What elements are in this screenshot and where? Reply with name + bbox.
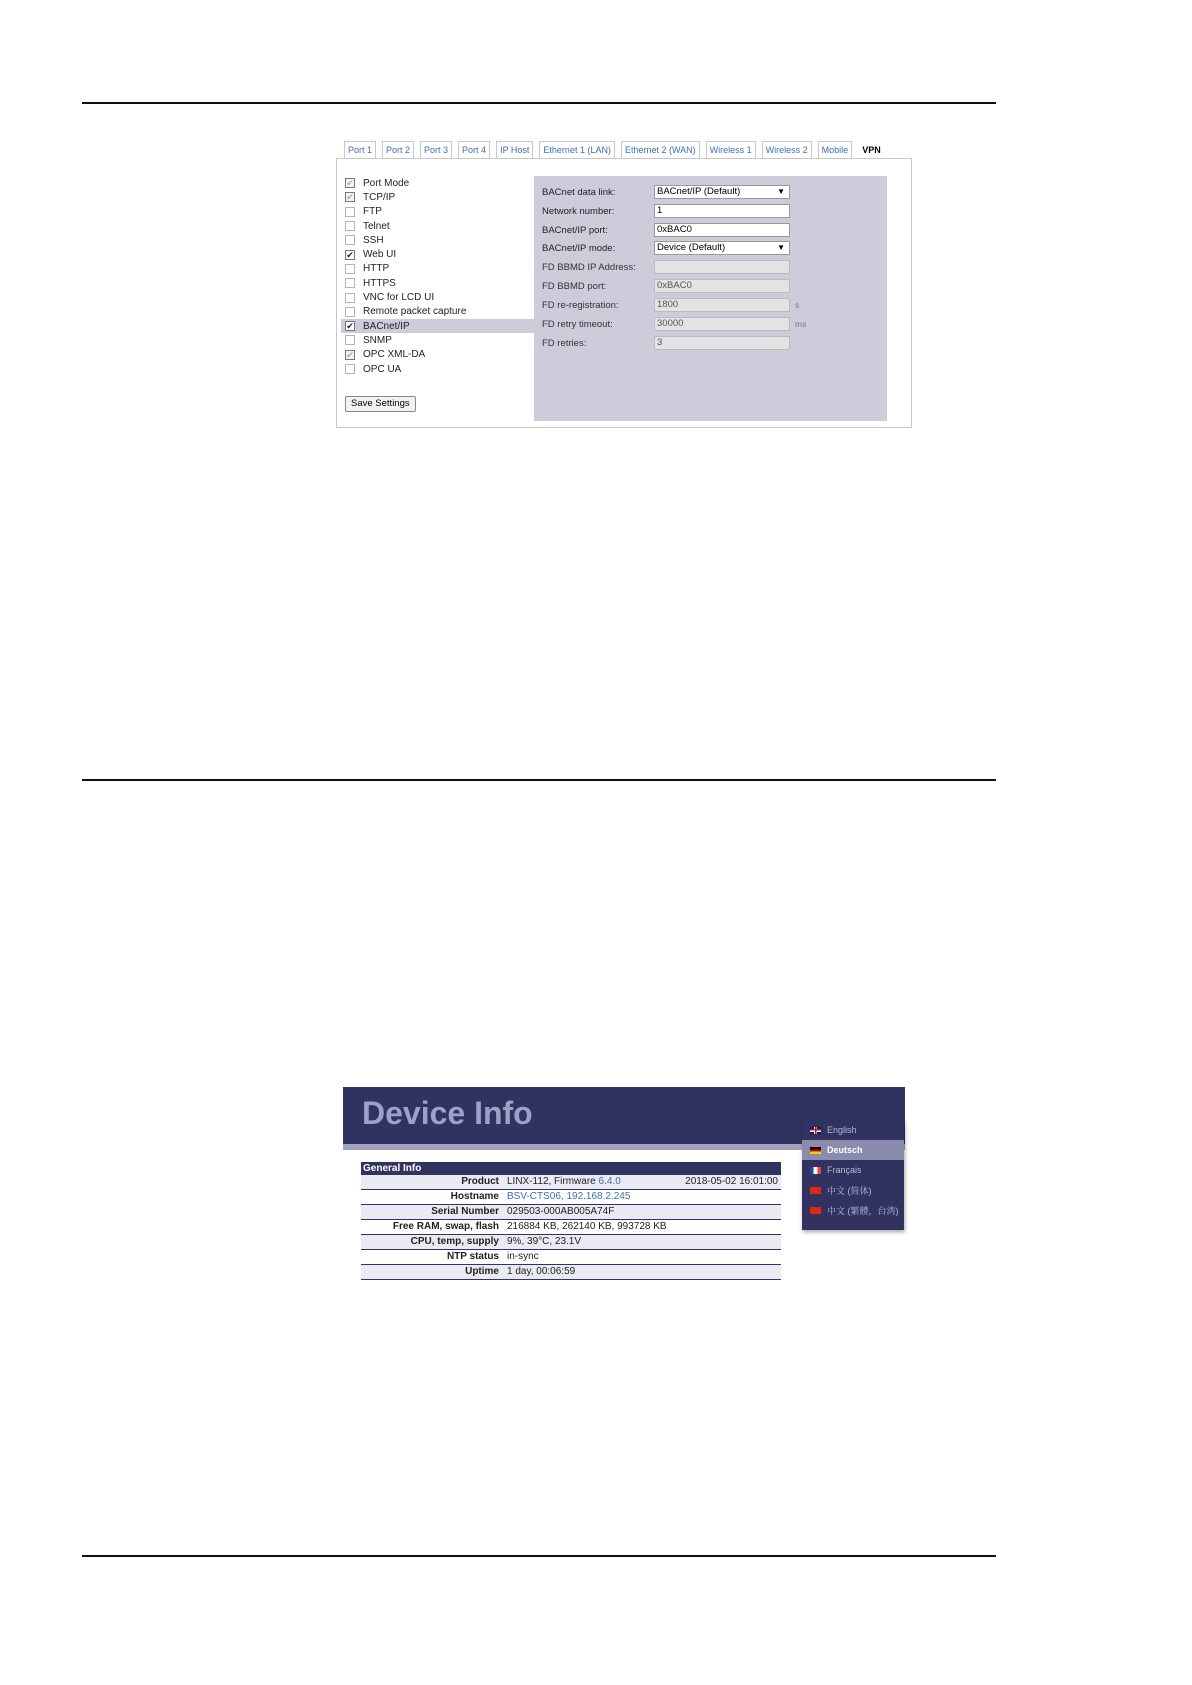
service-checkbox[interactable] [345,307,355,317]
tab-mobile[interactable]: Mobile [818,141,853,158]
fd-retries-input[interactable]: 3 [654,336,790,350]
tab-wireless-2[interactable]: Wireless 2 [762,141,812,158]
service-checkbox: ✔ [346,192,354,203]
table-row-serial [361,1205,781,1220]
uptime-label: Uptime [465,1266,499,1277]
service-item[interactable] [345,190,525,204]
service-item[interactable] [345,305,525,319]
service-label: Telnet [363,220,390,232]
bacnet-ip-mode-row [542,241,790,255]
language-label: Français [827,1165,862,1175]
tab-ethernet-2[interactable]: Ethernet 2 (WAN) [621,141,700,158]
page-rule-middle [82,779,996,781]
table-row-product [361,1175,781,1190]
general-info-table [361,1162,781,1280]
fd-reregistration-input[interactable]: 1800 [654,298,790,312]
fd-retry-timeout-input[interactable]: 30000 [654,317,790,331]
fd-bbmd-ip-input[interactable] [654,260,790,274]
fd-bbmd-port-row [542,279,790,293]
france-flag-icon [810,1167,821,1174]
fd-reregistration-row [542,298,799,312]
tab-bar [344,141,885,159]
fd-retry-timeout-unit: ms [795,319,807,329]
product-label: Product [461,1176,499,1187]
service-item[interactable] [345,176,525,190]
serial-number-label: Serial Number [431,1206,499,1217]
bacnet-data-link-value: BACnet/IP (Default) [657,186,741,197]
language-label: Deutsch [827,1145,863,1155]
ntp-status-value: in-sync [507,1251,539,1262]
memory-value: 216884 KB, 262140 KB, 993728 KB [507,1221,667,1232]
service-item[interactable] [345,333,525,347]
service-checkbox[interactable] [345,278,355,288]
bacnet-ip-mode-value: Device (Default) [657,242,726,253]
table-row-hostname [361,1190,781,1205]
fd-retries-row [542,336,790,350]
uptime-value: 1 day, 00:06:59 [507,1266,576,1277]
page-rule-bottom [82,1555,996,1557]
memory-label: Free RAM, swap, flash [392,1221,499,1232]
bacnet-data-link-row [542,185,790,199]
service-item[interactable] [345,205,525,219]
general-info-header: General Info [361,1162,781,1175]
service-item[interactable] [345,262,525,276]
fd-retry-timeout-label: FD retry timeout: [542,318,613,330]
table-row-uptime [361,1265,781,1280]
language-label: 中文 (繁體，台湾) [827,1205,899,1216]
tab-vpn[interactable]: VPN [858,141,885,158]
bacnet-config-panel [534,176,887,421]
fd-reregistration-label: FD re-registration: [542,299,619,311]
service-label: Web UI [363,249,397,261]
tab-port-1[interactable]: Port 1 [344,141,376,158]
service-label: Remote packet capture [363,306,467,318]
bacnet-data-link-label: BACnet data link: [542,186,616,198]
product-name: LINX-112, Firmware [507,1176,599,1187]
network-number-input[interactable]: 1 [654,204,790,218]
service-item[interactable] [345,348,525,362]
service-checkbox[interactable] [345,264,355,274]
language-option[interactable] [802,1200,904,1220]
service-checkbox[interactable]: ✔ [346,249,354,260]
bacnet-ip-mode-label: BACnet/IP mode: [542,242,616,254]
service-list [345,176,525,376]
save-settings-button[interactable]: Save Settings [345,396,416,412]
firmware-version-link[interactable]: 6.4.0 [598,1176,621,1187]
language-option[interactable] [802,1180,904,1200]
service-checkbox[interactable] [345,335,355,345]
network-number-row [542,204,790,218]
service-label: OPC UA [363,363,402,375]
language-option[interactable] [802,1140,904,1160]
service-checkbox: ✔ [346,178,354,189]
tab-port-2[interactable]: Port 2 [382,141,414,158]
china-flag-icon [810,1187,821,1194]
service-item[interactable] [345,290,525,304]
hostname-label: Hostname [450,1191,499,1202]
bacnet-ip-port-row [542,223,790,237]
service-label: HTTP [363,263,390,275]
tab-port-4[interactable]: Port 4 [458,141,490,158]
china-flag-icon [810,1207,821,1214]
tab-ethernet-1[interactable]: Ethernet 1 (LAN) [539,141,615,158]
fd-retries-label: FD retries: [542,337,587,349]
service-item[interactable] [345,233,525,247]
fd-retry-timeout-row [542,317,806,331]
dropdown-arrow-icon: ▼ [777,187,785,196]
germany-flag-icon [810,1147,821,1154]
language-label: English [827,1125,857,1135]
service-checkbox[interactable] [345,364,355,374]
network-number-label: Network number: [542,205,615,217]
page-title: Device Info [362,1095,533,1131]
page-rule-top [82,102,996,104]
language-label: 中文 (简体) [827,1185,872,1196]
service-label: OPC XML-DA [363,349,426,361]
language-menu [802,1120,904,1230]
service-checkbox: ✔ [346,349,354,360]
bacnet-ip-port-input[interactable]: 0xBAC0 [654,223,790,237]
service-label: VNC for LCD UI [363,292,435,304]
ntp-status-label: NTP status [446,1251,499,1262]
fd-bbmd-ip-label: FD BBMD IP Address: [542,261,636,273]
fd-bbmd-ip-row [542,260,790,274]
serial-number-value: 029503-000AB005A74F [507,1206,615,1217]
service-checkbox[interactable] [345,207,355,217]
table-row-cpu [361,1235,781,1250]
bacnet-ip-mode-select[interactable] [654,241,790,255]
settings-panel [336,141,912,427]
tab-wireless-1[interactable]: Wireless 1 [706,141,756,158]
service-item[interactable] [345,247,525,261]
service-item[interactable] [341,319,537,333]
service-label: TCP/IP [363,191,396,203]
service-item[interactable] [345,219,525,233]
dropdown-arrow-icon: ▼ [777,243,785,252]
fd-bbmd-port-label: FD BBMD port: [542,280,607,292]
bacnet-data-link-select[interactable] [654,185,790,199]
service-label: BACnet/IP [363,320,410,332]
language-option[interactable] [802,1160,904,1180]
service-label: SNMP [363,334,392,346]
cpu-value: 9%, 39°C, 23.1V [507,1236,582,1247]
service-label: Port Mode [363,177,410,189]
table-row-memory [361,1220,781,1235]
service-label: HTTPS [363,277,396,289]
service-checkbox[interactable] [345,221,355,231]
service-item[interactable] [345,276,525,290]
fd-reregistration-unit: s [795,300,800,310]
bacnet-ip-port-label: BACnet/IP port: [542,224,608,236]
service-item[interactable] [345,362,525,376]
uk-flag-icon [810,1127,821,1134]
product-value [507,1175,685,1189]
service-label: FTP [363,206,382,218]
device-timestamp: 2018-05-02 16:01:00 [685,1176,778,1187]
language-option[interactable] [802,1120,904,1140]
service-label: SSH [363,234,384,246]
general-info-rows [361,1175,781,1280]
tab-port-3[interactable]: Port 3 [420,141,452,158]
tab-ip-host[interactable]: IP Host [496,141,533,158]
fd-bbmd-port-input[interactable]: 0xBAC0 [654,279,790,293]
service-checkbox[interactable] [345,235,355,245]
settings-content [336,158,912,428]
service-checkbox[interactable]: ✔ [346,321,354,332]
hostname-link[interactable]: BSV-CTS06, 192.168.2.245 [507,1191,631,1202]
cpu-label: CPU, temp, supply [410,1236,499,1247]
service-checkbox[interactable] [345,293,355,303]
device-info-screen [343,1087,905,1287]
table-row-ntp [361,1250,781,1265]
